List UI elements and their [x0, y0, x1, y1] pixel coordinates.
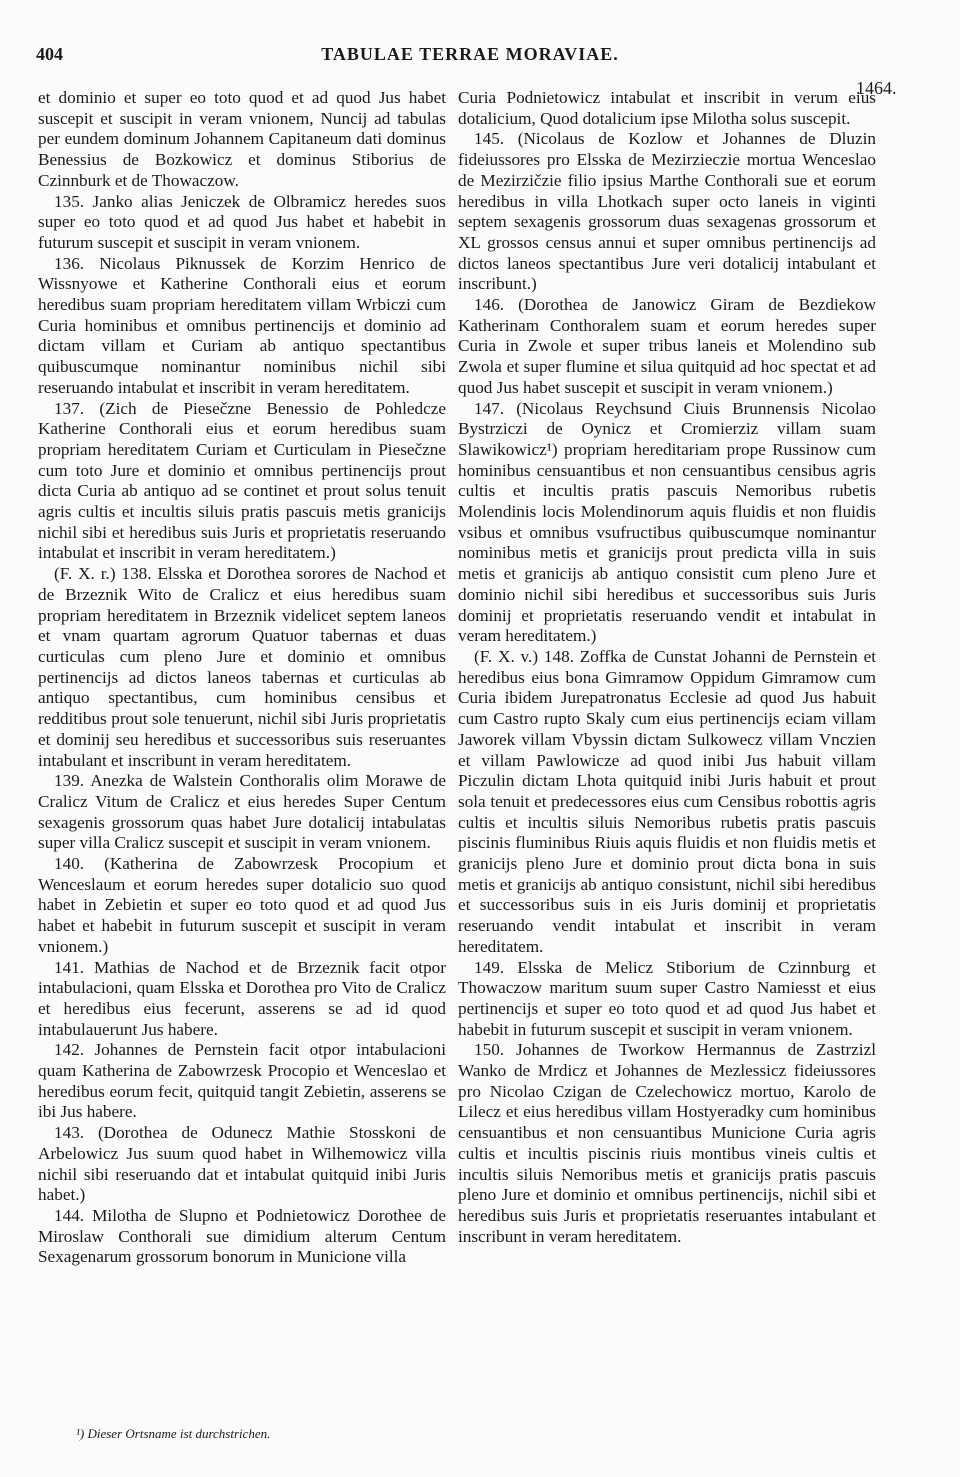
continued-paragraph: et dominio et super eo toto quod et ad quod Jus habet suscepit et suscipit in veram vnionem, Nuncij ad tabulas per eundem dominum Johannem Capitaneum dati dominus Benessius de Bozkowicz et dominus Stiborius de Czinnburk et de Thowaczow.: [38, 88, 446, 190]
document-entry: 144. Milotha de Slupno et Podnietowicz Dorothee de Miroslaw Conthorali sue dimidium alterum Centum Sexagenarum grossorum bonorum in Municione villa: [38, 1205, 446, 1267]
footnote: ¹) Dieser Ortsname ist durchstrichen.: [76, 1426, 271, 1441]
document-entry: 139. Anezka de Walstein Conthoralis olim Morawe de Cralicz Vitum de Cralicz et eius heredes Super Centum sexagenis grossorum quas habet Jure dotalicij intabulatas super villa Cralicz suscepit et suscipit in veram vnionem.: [38, 771, 446, 853]
document-entry: 142. Johannes de Pernstein facit otpor intabulacioni quam Katherina de Zabowrzesk Procopio et Wenceslao et heredibus eorum fecit, quitquid tangit Zebietin, asserens se ibi Jus habere.: [38, 1040, 446, 1122]
document-entry: 147. (Nicolaus Reychsund Ciuis Brunnensis Nicolao Bystrziczi de Oynicz et Cromierziz villam suam Slawikowicz¹) propriam hereditariam prope Russinow cum hominibus censuantibus et non censuantibus censibus agris cultis et incultis pratis pascuis Nemoribus rubetis Molendinis locis Molendinorum aquis fluidis et non fluidis vsibus et omnibus vsufructibus quibuscumque nominantur nominibus metis et granicijs prout predicta villa in suis metis et granicijs ab antiquo consistit cum pleno Jure et dominio nichil sibi heredibus et successoribus suis Juris dominij et proprietatis reseruando vendit et intabulat in veram hereditatem.): [458, 398, 876, 646]
document-entry: 140. (Katherina de Zabowrzesk Procopium et Wenceslaum et eorum heredes super dotalicio suo quod habet in Zebietin et super eo toto quod et ad quod Jus habet et habebit in futurum suscepit et suscipit in veram vnionem.): [38, 854, 446, 956]
right-column: [458, 88, 876, 1247]
left-column: [38, 88, 446, 1268]
page-number: 404: [36, 44, 63, 64]
document-entry: 149. Elsska de Melicz Stiborium de Czinnburg et Thowaczow maritum suum super Castro Namiesst et eius pertinencijs et super eo toto quod et ad quod Jus habet et habebit in futurum suscepit et suscipit in veram vnionem.: [458, 957, 876, 1039]
year-marker: 1464.: [856, 78, 897, 98]
document-entry: 135. Janko alias Jeniczek de Olbramicz heredes suos super eo toto quod et ad quod Jus habet et habebit in futurum suscepit et suscipit in veram vnionem.: [38, 191, 446, 252]
document-entry: 141. Mathias de Nachod et de Brzeznik facit otpor intabulacioni, quam Elsska et Dorothea pro Vito de Cralicz et heredibus eius fecerunt, asserens se ad id quod intabulauerunt Jus habere.: [38, 957, 446, 1039]
document-entry: 145. (Nicolaus de Kozlow et Johannes de Dluzin fideiussores pro Elsska de Mezirzieczie mortua Wenceslao de Mezirzičzie filio ipsius Marthe Conthorali sue et eorum heredibus in villa Lhotkach super octo laneis in viginti septem sexagenis grossorum duas sexagenas grossorum et XL grossos census annui et super omnibus pertinencijs ad dictos laneos spectantibus Jure veri dotalicij intabulant et inscribunt.): [458, 129, 876, 294]
document-entry: 150. Johannes de Tworkow Hermannus de Zastrzizl Wanko de Mrdicz et Johannes de Mezlessicz fideiussores pro Nicolao Czigan de Czelechowicz mortuo, Karolo de Lilecz et eius heredibus villam Hostyeradky cum hominibus censuantibus et non censuantibus Municione Curia agris cultis et incultis piscinis riuis montibus vineis cultis et incultis siluis Nemoribus metis et granicijs pratis pascuis pleno Jure et dominio et omnibus pertinencijs, nichil sibi et heredibus suis Juris et proprietatis reseruantes intabulant et inscribunt in veram hereditatem.: [458, 1040, 876, 1246]
page-header: [36, 44, 904, 70]
document-entry: 137. (Zich de Piesečzne Benessio de Pohledcze Katherine Conthorali eius et eorum heredibus suam propriam hereditatem Curiam et Curticulam in Piesečzne cum toto Jure et dominio et omnibus pertinencijs prout dicta Curia ab antiquo ad se continet et prout solus tenuit agris cultis et incultis siluis pratis pascuis metis granicijs nichil sibi et heredibus suis Juris et proprietatis reseruando intabulat et inscribit in veram hereditatem.): [38, 398, 446, 563]
document-entry: 143. (Dorothea de Odunecz Mathie Stosskoni de Arbelowicz Jus suum quod habet in Wilhemowicz villa nichil sibi reseruando dat et intabulat quitquid inibi Juris habet.): [38, 1123, 446, 1205]
running-title: TABULAE TERRAE MORAVIAE.: [321, 44, 619, 64]
document-entry: (F. X. r.) 138. Elsska et Dorothea sorores de Nachod et de Brzeznik Wito de Cralicz et eius heredibus suam propriam hereditatem in Brzeznik videlicet septem laneos et vnam quartam agrorum Quatuor tabernas et duas curticulas cum pleno Jure et dominio et omnibus pertinencijs ad dictos laneos tabernas et curticulas ab antiquo spectantibus, cum hominibus censibus et redditibus prout sole tenuerunt, nichil sibi Juris proprietatis et dominij seu heredibus et successoribus suis reseruantes intabulant et inscribunt in veram hereditatem.: [38, 564, 446, 770]
document-entry: 146. (Dorothea de Janowicz Giram de Bezdiekow Katherinam Conthoralem suam et eorum heredes super Curia in Zwole et super tribus laneis et Molendino sub Zwola et super flumine et silua quitquid ad hoc spectat et ad quod Jus habet suscepit et suscipit in veram vnionem.): [458, 295, 876, 397]
document-entry: (F. X. v.) 148. Zoffka de Cunstat Johanni de Pernstein et heredibus eius bona Gimramow Oppidum Gimramow cum Curia ibidem Jurepatronatus Ecclesie ad quod Jus habuit cum Castro rupto Skaly cum eius pertinencijs eciam villam Jaworek villam Vbyssin dictam Sulkowecz villam Vnczien et villam Pawlowicze ad quod inibi Jus habuit villam Piczulin dictam Lhota quitquid inibi Juris habuit et prout sola tenuit et predecessores eius cum Censibus robottis agris cultis et incultis siluis Nemoribus rubetis pratis pascuis piscinis fluminibus Riuis aquis fluidis et non fluidis metis et granicijs pleno Jure et dominio prout dicta bona in suis metis et granicijs ab antiquo consistunt, nichil sibi heredibus et successoribus suis in eis Juris dominij et proprietatis reseruando vendit intabulat et inscribit in veram hereditatem.: [458, 646, 876, 956]
continued-paragraph: Curia Podnietowicz intabulat et inscribit in verum eius dotalicium, Quod dotalicium ipse Milotha solus suscepit.: [458, 88, 876, 128]
document-entry: 136. Nicolaus Piknussek de Korzim Henrico de Wissnyowe et Katherine Conthorali eius et eorum heredibus suam propriam hereditatem villam Wrbiczi cum Curia hominibus et omnibus pertinencijs et dominio ad dictam villam et Curiam ab antiquo spectantibus quibuscumque nominantur nominibus nichil sibi reseruando intabulat et inscribit in veram hereditatem.: [38, 253, 446, 397]
